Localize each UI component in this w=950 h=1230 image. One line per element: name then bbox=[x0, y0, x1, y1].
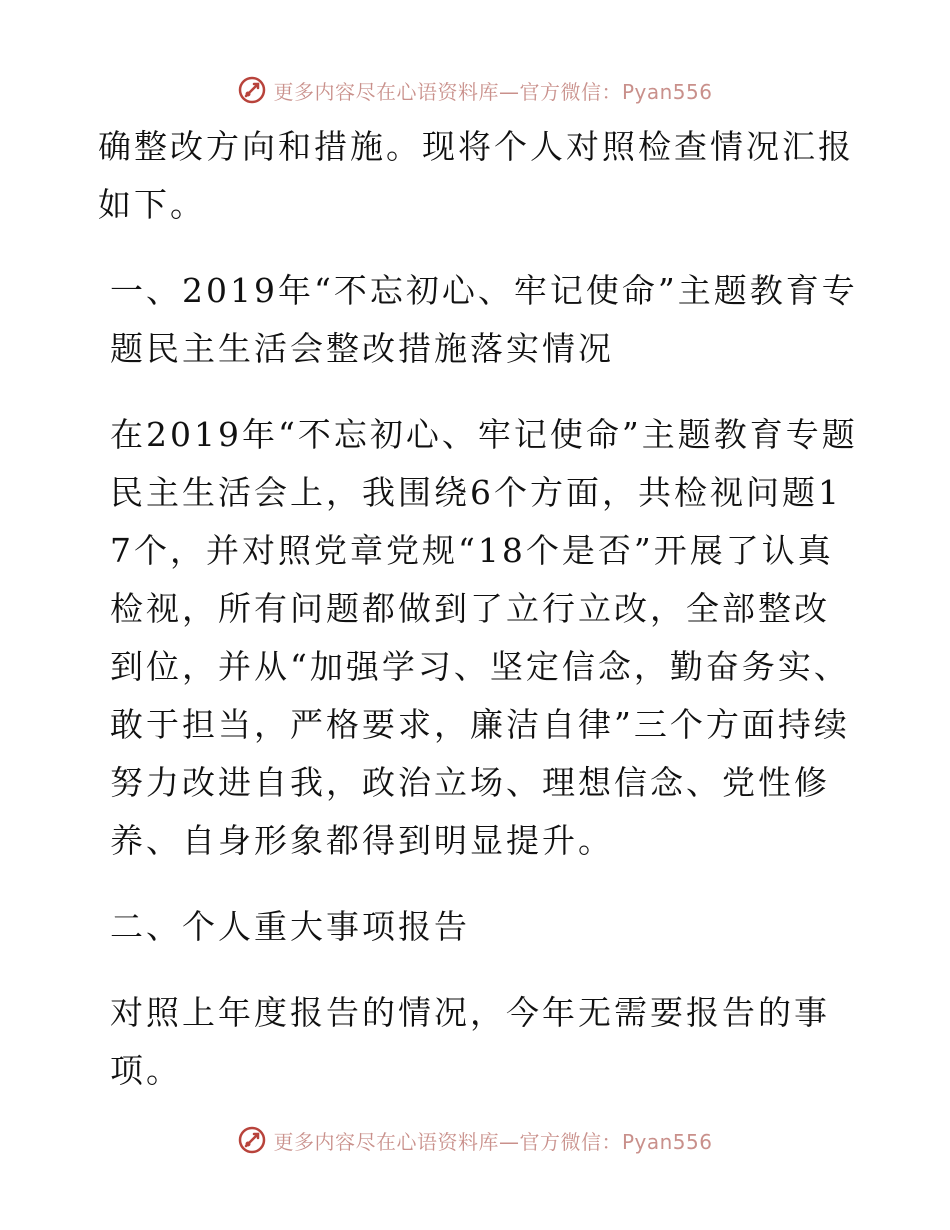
body-paragraph: 对照上年度报告的情况，今年无需要报告的事项。 bbox=[110, 993, 830, 1090]
watermark-text: 更多内容尽在心语资料库—官方微信：Pyan556 bbox=[273, 79, 713, 104]
quill-seal-icon bbox=[237, 1125, 267, 1155]
watermark-text: 更多内容尽在心语资料库—官方微信：Pyan556 bbox=[273, 1129, 713, 1154]
quill-seal-icon bbox=[237, 75, 267, 105]
footer-watermark bbox=[0, 1120, 950, 1160]
body-paragraph: 在2019年“不忘初心、牢记使命”主题教育专题民主生活会上，我围绕6个方面，共检视问题17个，并对照党章党规“18个是否”开展了认真检视，所有问题都做到了立行立改，全部整改到位，并从“加强学习、坚定信念，勤奋务实、敢于担当，严格要求，廉洁自律”三个方面持续努力改进自我，政治立场、理想信念、党性修养、自身形象都得到明显提升。 bbox=[110, 415, 858, 860]
body-paragraph: 确整改方向和措施。现将个人对照检查情况汇报如下。 bbox=[98, 127, 854, 224]
document-body bbox=[98, 118, 858, 1100]
section-heading-2: 二、个人重大事项报告 bbox=[110, 907, 470, 946]
header-watermark bbox=[0, 70, 950, 110]
section-heading-1: 一、2019年“不忘初心、牢记使命”主题教育专题民主生活会整改措施落实情况 bbox=[110, 271, 858, 368]
